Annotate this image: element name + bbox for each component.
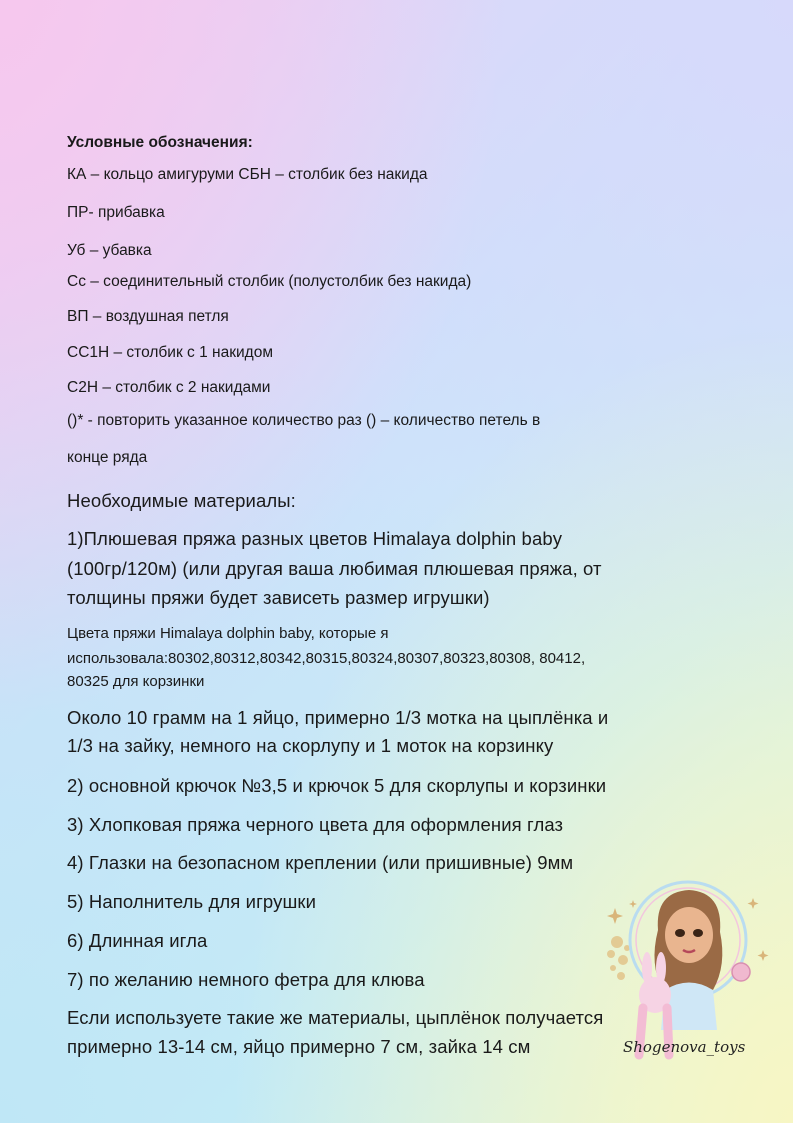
legend-line: СС1Н – столбик с 1 накидом [67, 344, 273, 361]
materials-item: 4) Глазки на безопасном креплении (или пришивные) 9мм [67, 852, 574, 873]
legend-line: Сс – соединительный столбик (полустолбик без накида) [67, 273, 472, 290]
legend-line: ()* - повторить указанное количество раз () – количество петель в [67, 412, 541, 429]
legend-line: ПР- прибавка [67, 204, 165, 221]
materials-item-1-line: толщины пряжи будет зависеть размер игрушки) [67, 587, 490, 608]
materials-item-1-line: (100гр/120м) (или другая ваша любимая плюшевая пряжа, от [67, 558, 602, 579]
legend-line: ВП – воздушная петля [67, 308, 229, 325]
materials-item: 6) Длинная игла [67, 930, 208, 951]
materials-item: 3) Хлопковая пряжа черного цвета для оформления глаз [67, 814, 564, 835]
doll-face [665, 907, 713, 963]
legend-title: Условные обозначения: [67, 134, 253, 151]
size-summary-line: примерно 13-14 см, яйцо примерно 7 см, зайка 14 см [67, 1036, 531, 1057]
yarn-amount-line: Около 10 грамм на 1 яйцо, примерно 1/3 мотка на цыплёнка и [67, 707, 609, 728]
materials-item-1-line: 1)Плюшевая пряжа разных цветов Himalaya dolphin baby [67, 528, 563, 549]
materials-item: 2) основной крючок №3,5 и крючок 5 для скорлупы и корзинки [67, 775, 607, 796]
size-summary-line: Если используете такие же материалы, цыплёнок получается [67, 1007, 604, 1028]
materials-item: 7) по желанию немного фетра для клюва [67, 969, 425, 990]
glitter-decoration [607, 936, 630, 980]
legend-line: Уб – убавка [67, 242, 152, 259]
author-signature: Shogenova_toys [623, 1038, 746, 1056]
legend-line: КА – кольцо амигуруми СБН – столбик без накида [67, 166, 428, 183]
yarn-ball-icon [732, 963, 750, 981]
materials-title: Необходимые материалы: [67, 490, 296, 511]
materials-item: 5) Наполнитель для игрушки [67, 891, 317, 912]
yarn-colors-line: использовала:80302,80312,80342,80315,80324,80307,80323,80308, 80412, [67, 650, 586, 667]
yarn-amount-line: 1/3 на зайку, немного на скорлупу и 1 моток на корзинку [67, 735, 554, 756]
legend-line: С2Н – столбик с 2 накидами [67, 379, 271, 396]
legend-line: конце ряда [67, 449, 148, 466]
yarn-colors-line: 80325 для корзинки [67, 673, 205, 690]
yarn-colors-line: Цвета пряжи Himalaya dolphin baby, которые я [67, 625, 389, 642]
